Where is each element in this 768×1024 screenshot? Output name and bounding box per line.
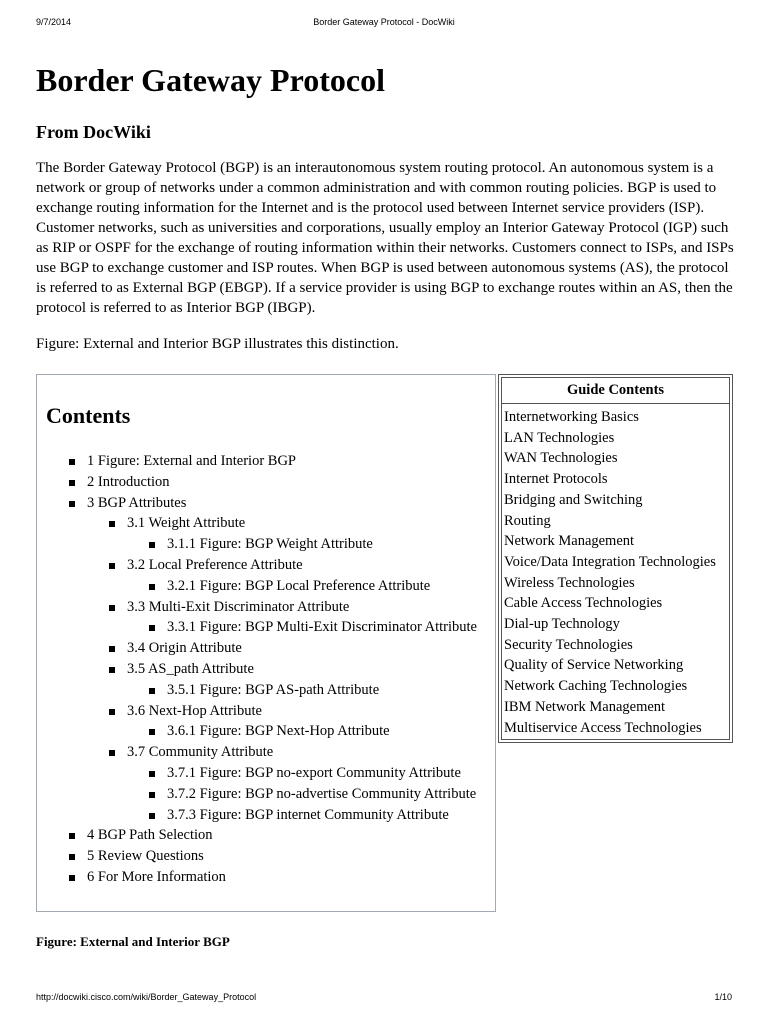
- toc-item[interactable]: [37, 763, 477, 784]
- print-footer: [0, 992, 768, 1006]
- square-bullet-icon: [109, 750, 115, 756]
- toc-item-label[interactable]: 3.1 Weight Attribute: [127, 515, 246, 532]
- toc-item[interactable]: [37, 701, 477, 722]
- toc-item[interactable]: [37, 597, 477, 618]
- toc-item[interactable]: [37, 513, 477, 534]
- square-bullet-icon: [69, 833, 75, 839]
- square-bullet-icon: [109, 667, 115, 673]
- square-bullet-icon: [109, 563, 115, 569]
- figure-reference: Figure: External and Interior BGP illustrates this distinction.: [36, 336, 399, 352]
- square-bullet-icon: [149, 688, 155, 694]
- page-title: Border Gateway Protocol: [36, 62, 385, 98]
- toc-item[interactable]: [37, 472, 477, 493]
- square-bullet-icon: [149, 584, 155, 590]
- guide-link[interactable]: Multiservice Access Technologies: [504, 719, 702, 736]
- square-bullet-icon: [109, 646, 115, 652]
- guide-link[interactable]: Internetworking Basics: [504, 409, 639, 425]
- guide-link[interactable]: Security Technologies: [504, 636, 633, 653]
- guide-link[interactable]: IBM Network Management: [504, 698, 666, 715]
- toc-item-label[interactable]: 3.6.1 Figure: BGP Next-Hop Attribute: [167, 723, 390, 740]
- toc-item-label[interactable]: 6 For More Information: [87, 868, 226, 885]
- toc-item-label[interactable]: 3.7.3 Figure: BGP internet Community Attribute: [167, 806, 449, 823]
- guide-link[interactable]: Wireless Technologies: [504, 574, 635, 591]
- toc-item[interactable]: [37, 805, 477, 826]
- toc-item[interactable]: [37, 534, 477, 555]
- guide-link[interactable]: Network Management: [504, 533, 635, 550]
- guide-link[interactable]: Bridging and Switching: [504, 491, 643, 508]
- toc-item[interactable]: [37, 659, 477, 680]
- print-date: 9/7/2014: [36, 17, 72, 27]
- guide-link[interactable]: Dial-up Technology: [504, 616, 620, 633]
- toc-item-label[interactable]: 3.1.1 Figure: BGP Weight Attribute: [167, 536, 373, 553]
- toc-item[interactable]: [37, 576, 477, 597]
- toc-item[interactable]: [37, 721, 477, 742]
- toc-item-label[interactable]: 3.3 Multi-Exit Discriminator Attribute: [127, 598, 350, 615]
- square-bullet-icon: [149, 771, 155, 777]
- print-header: [0, 17, 768, 31]
- article-content: [36, 58, 736, 354]
- square-bullet-icon: [149, 625, 155, 631]
- guide-link[interactable]: WAN Technologies: [504, 450, 618, 467]
- guide-link[interactable]: Network Caching Technologies: [504, 678, 688, 695]
- toc-item-label[interactable]: 3.7.1 Figure: BGP no-export Community Attribute: [167, 764, 461, 781]
- toc-item-label[interactable]: 4 BGP Path Selection: [87, 827, 213, 844]
- toc-item-label[interactable]: 1 Figure: External and Interior BGP: [87, 453, 296, 469]
- square-bullet-icon: [69, 501, 75, 507]
- toc-item-label[interactable]: 3.7 Community Attribute: [127, 744, 274, 761]
- square-bullet-icon: [69, 875, 75, 881]
- toc-item-label[interactable]: 2 Introduction: [87, 473, 170, 490]
- page-number: 1/10: [714, 992, 732, 1002]
- toc-item-label[interactable]: 3.7.2 Figure: BGP no-advertise Community Attribute: [167, 785, 477, 802]
- square-bullet-icon: [149, 813, 155, 819]
- intro-paragraph: The Border Gateway Protocol (BGP) is an interautonomous system routing protocol. An autonomous system is a network or group of networks under a common administration and with common routing policies. BGP is used to exchange routing information for the Internet and is the protocol used between Internet service providers (ISP). Customer networks, such as universities and corporations, usually employ an Interior Gateway Protocol (IGP) such as RIP or OSPF for the exchange of routing information within their networks. Customers connect to ISPs, and ISPs use BGP to exchange customer and ISP routes. When BGP is used between autonomous systems (AS), the protocol is referred to as External BGP (EBGP). If a service provider is using BGP to exchange routes within an AS, then the protocol is referred to as Interior BGP (IBGP).: [36, 160, 734, 316]
- toc-item-label[interactable]: 3.2 Local Preference Attribute: [127, 556, 303, 573]
- table-of-contents: [36, 374, 496, 912]
- toc-item-label[interactable]: 3.3.1 Figure: BGP Multi-Exit Discriminator Attribute: [167, 619, 477, 636]
- toc-item-label[interactable]: 3.5 AS_path Attribute: [127, 660, 254, 677]
- toc-item-label[interactable]: 3 BGP Attributes: [87, 494, 187, 511]
- square-bullet-icon: [109, 521, 115, 527]
- toc-item[interactable]: [37, 555, 477, 576]
- toc-item-label[interactable]: 3.4 Origin Attribute: [127, 640, 242, 657]
- toc-list: [37, 451, 477, 888]
- guide-link[interactable]: Quality of Service Networking: [504, 657, 684, 674]
- toc-item[interactable]: [37, 742, 477, 763]
- square-bullet-icon: [69, 459, 75, 465]
- page-subtitle: From DocWiki: [36, 122, 151, 142]
- toc-item[interactable]: [37, 846, 477, 867]
- guide-contents-box: [498, 374, 733, 743]
- square-bullet-icon: [149, 792, 155, 798]
- guide-link[interactable]: Voice/Data Integration Technologies: [504, 553, 716, 570]
- print-url: http://docwiki.cisco.com/wiki/Border_Gateway_Protocol: [36, 992, 257, 1002]
- toc-item[interactable]: [37, 638, 477, 659]
- figure-caption: Figure: External and Interior BGP: [36, 934, 230, 949]
- toc-item[interactable]: [37, 784, 477, 805]
- guide-link[interactable]: Routing: [504, 512, 551, 529]
- square-bullet-icon: [69, 854, 75, 860]
- toc-item[interactable]: [37, 617, 477, 638]
- square-bullet-icon: [109, 709, 115, 715]
- toc-item[interactable]: [37, 451, 477, 472]
- toc-item-label[interactable]: 5 Review Questions: [87, 848, 204, 865]
- print-header-title: Border Gateway Protocol - DocWiki: [313, 17, 455, 27]
- square-bullet-icon: [149, 542, 155, 548]
- toc-item[interactable]: [37, 825, 477, 846]
- toc-item[interactable]: [37, 680, 477, 701]
- toc-item[interactable]: [37, 493, 477, 514]
- square-bullet-icon: [69, 480, 75, 486]
- toc-item-label[interactable]: 3.2.1 Figure: BGP Local Preference Attribute: [167, 577, 431, 594]
- square-bullet-icon: [109, 605, 115, 611]
- toc-item-label[interactable]: 3.6 Next-Hop Attribute: [127, 702, 262, 719]
- toc-item[interactable]: [37, 867, 477, 888]
- guide-link[interactable]: Cable Access Technologies: [504, 595, 663, 612]
- toc-title: Contents: [46, 403, 131, 428]
- guide-contents-list: [502, 404, 729, 738]
- guide-contents-title: Guide Contents: [502, 378, 729, 404]
- toc-item-label[interactable]: 3.5.1 Figure: BGP AS-path Attribute: [167, 681, 380, 698]
- square-bullet-icon: [149, 729, 155, 735]
- guide-link[interactable]: LAN Technologies: [504, 429, 615, 446]
- guide-contents-inner: [501, 377, 730, 740]
- guide-link[interactable]: Internet Protocols: [504, 471, 608, 488]
